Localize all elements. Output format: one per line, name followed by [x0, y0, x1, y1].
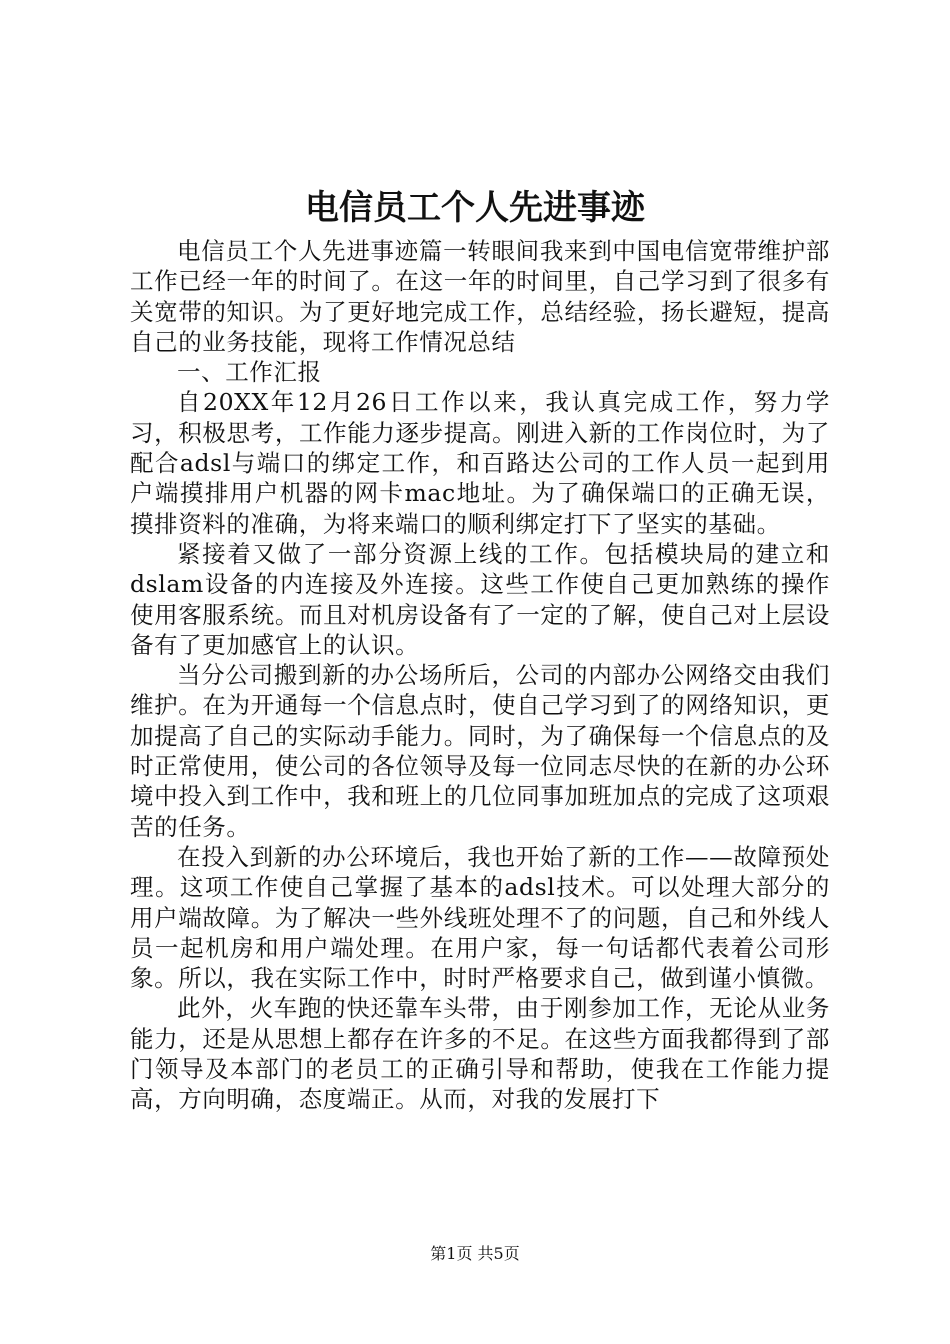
- paragraph-work-start: 自20XX年12月26日工作以来，我认真完成工作，努力学习，积极思考，工作能力逐步提高。刚进入新的工作岗位时，为了配合adsl与端口的绑定工作，和百路达公司的工作人员一起到用户端摸排用户机器的网卡mac地址。为了确保端口的正确无误，摸排资料的准确，为将来端口的顺利绑定打下了坚实的基础。: [130, 388, 830, 538]
- page-title: 电信员工个人先进事迹: [305, 188, 645, 228]
- paragraph-office-network: 当分公司搬到新的办公场所后，公司的内部办公网络交由我们维护。在为开通每一个信息点时，使自己学习到了的网络知识，更加提高了自己的实际动手能力。同时，为了确保每一个信息点的及时正常使用，使公司的各位领导及每一位同志尽快的在新的办公环境中投入到工作中，我和班上的几位同事加班加点的完成了这项艰苦的任务。: [130, 661, 830, 841]
- paragraph-guidance: 此外，火车跑的快还靠车头带，由于刚参加工作，无论从业务能力，还是从思想上都存在许多的不足。在这些方面我都得到了部门领导及本部门的老员工的正确引导和帮助，使我在工作能力提高，方向明确，态度端正。从而，对我的发展打下: [130, 994, 830, 1114]
- paragraph-resource-online: 紧接着又做了一部分资源上线的工作。包括模块局的建立和dslam设备的内连接及外连接。这些工作使自己更加熟练的操作使用客服系统。而且对机房设备有了一定的了解，使自己对上层设备有了更加感官上的认识。: [130, 539, 830, 659]
- paragraph-fault-preprocessing: 在投入到新的办公环境后，我也开始了新的工作——故障预处理。这项工作使自己掌握了基本的adsl技术。可以处理大部分的用户端故障。为了解决一些外线班处理不了的问题，自己和外线人员一起机房和用户端处理。在用户家，每一句话都代表着公司形象。所以，我在实际工作中，时时严格要求自己，做到谨小慎微。: [130, 842, 830, 993]
- page-footer: 第1页 共5页: [430, 1244, 520, 1263]
- section-heading-work-report: 一、工作汇报: [177, 358, 322, 387]
- paragraph-intro: 电信员工个人先进事迹篇一转眼间我来到中国电信宽带维护部工作已经一年的时间了。在这一年的时间里，自己学习到了很多有关宽带的知识。为了更好地完成工作，总结经验，扬长避短，提高自己的业务技能，现将工作情况总结: [130, 237, 830, 356]
- document-body: [130, 236, 830, 1115]
